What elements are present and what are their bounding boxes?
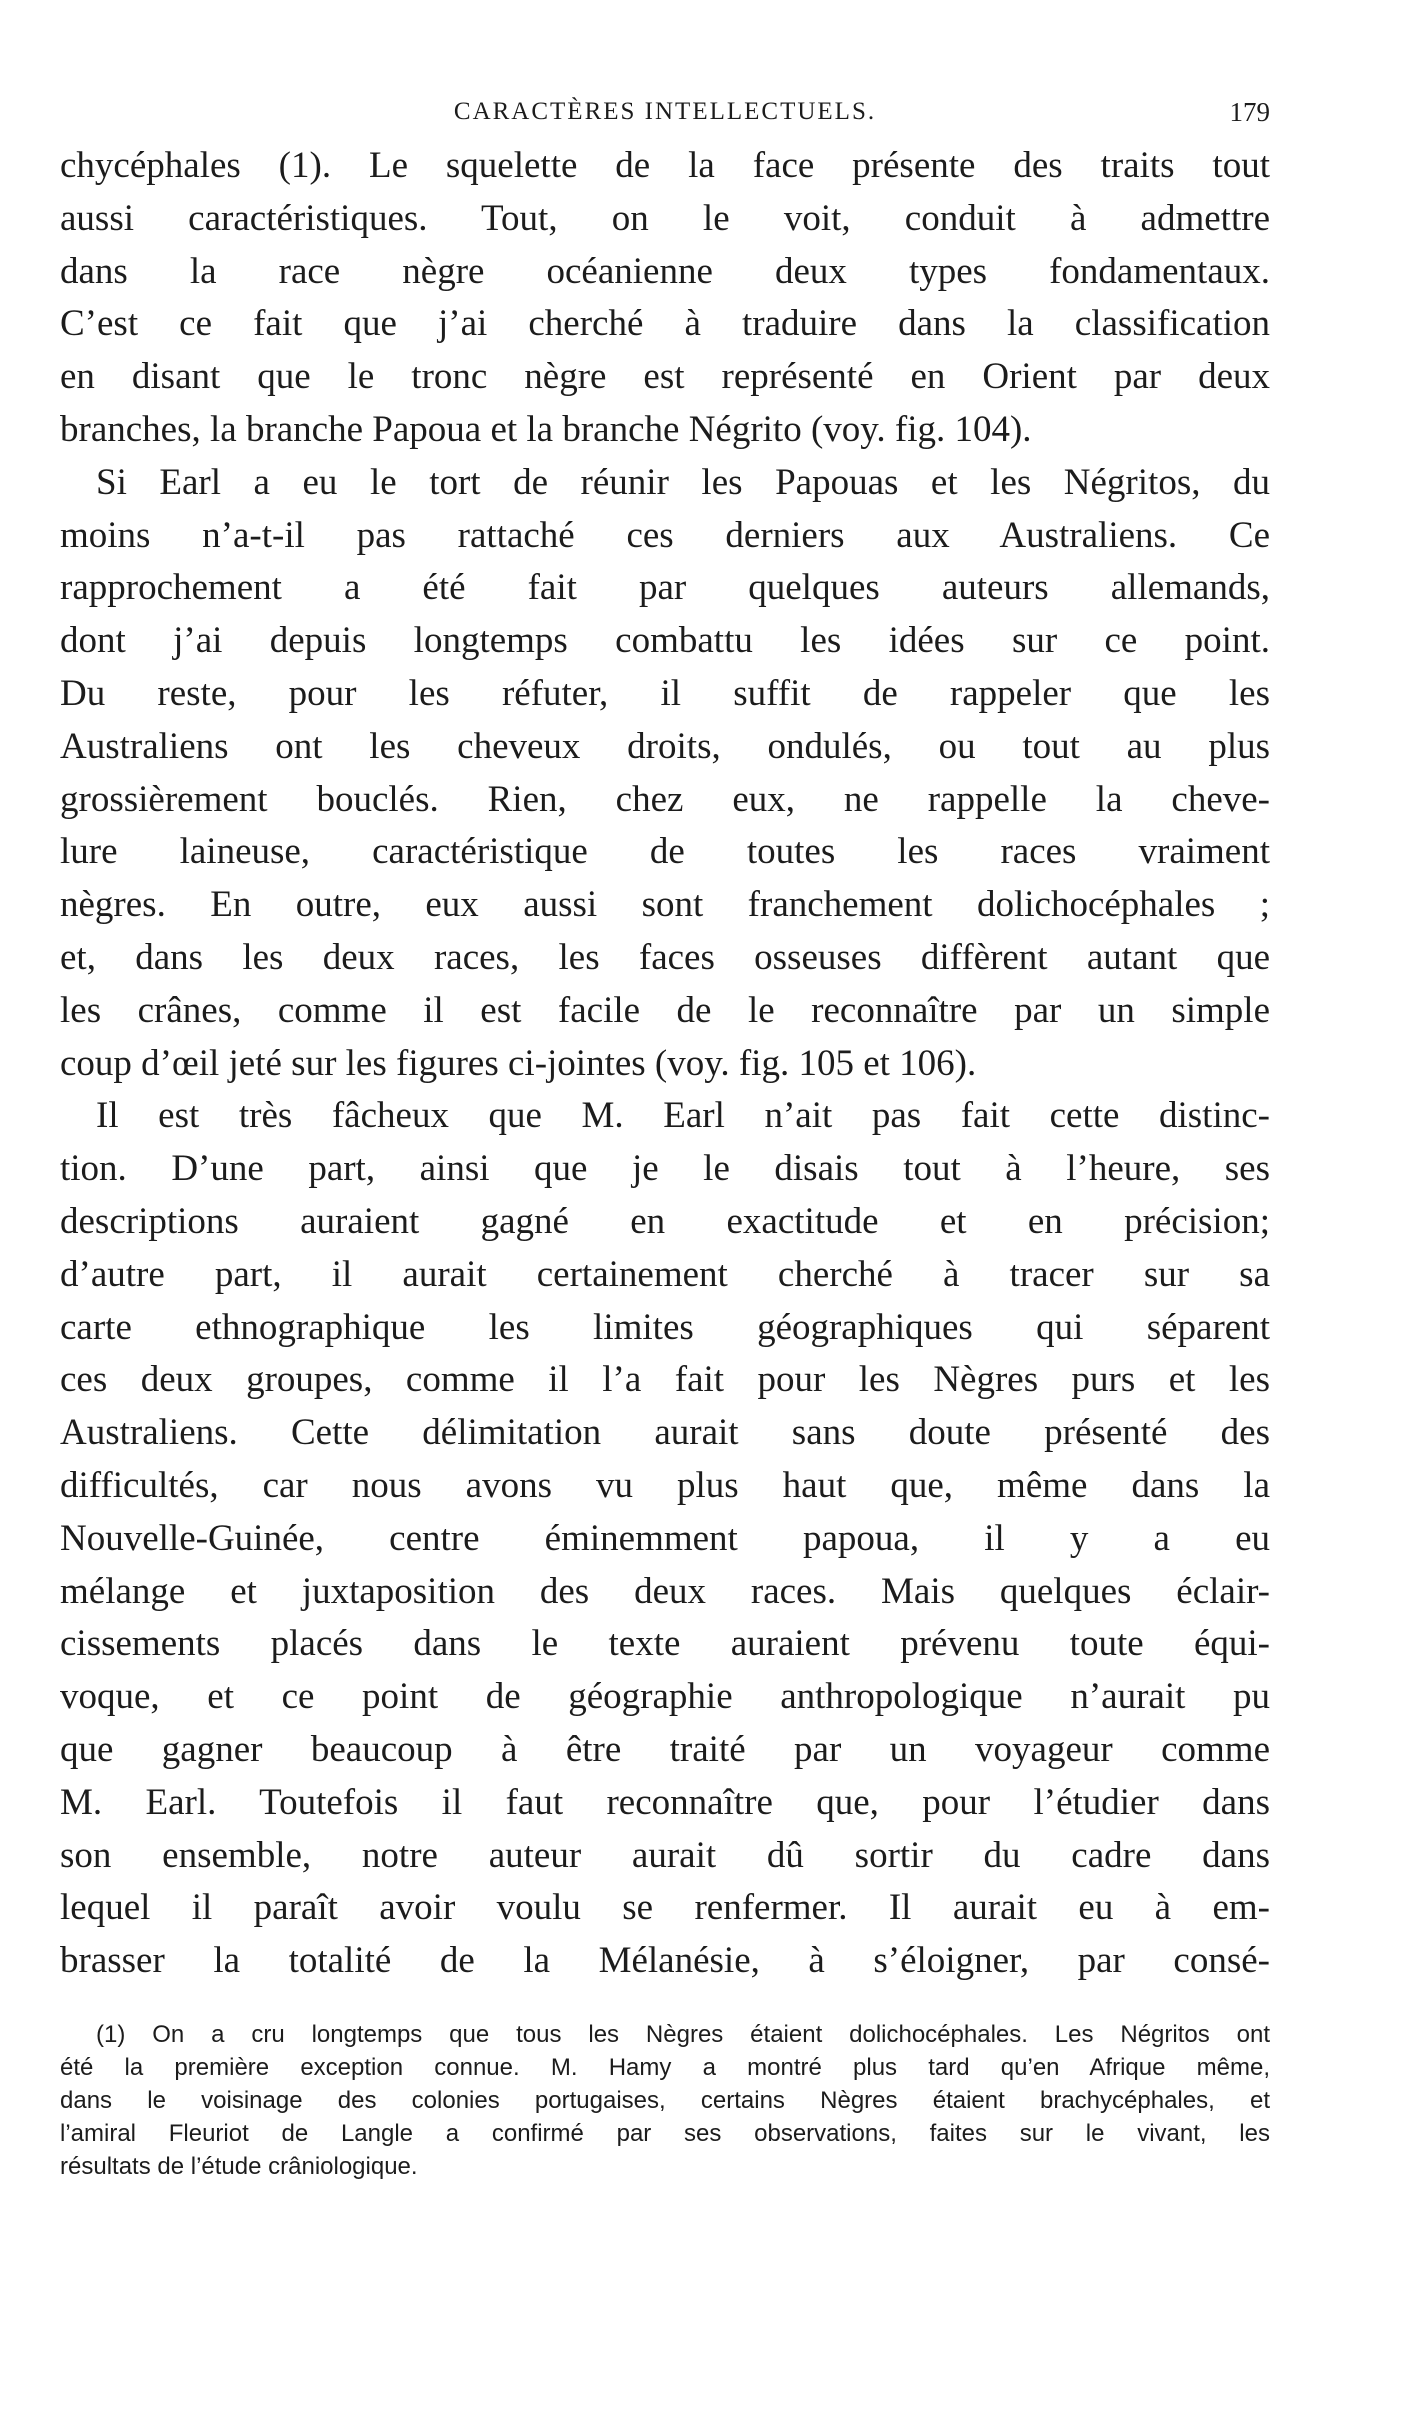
text-line: C’est ce fait que j’ai cherché à traduire dans la classification xyxy=(60,303,1270,345)
running-head xyxy=(60,92,1270,132)
text-line: Australiens ont les cheveux droits, ondulés, ou tout au plus xyxy=(60,725,1270,767)
text-line: lequel il paraît avoir voulu se renfermer. Il aurait eu à em- xyxy=(60,1887,1270,1929)
text-line: son ensemble, notre auteur aurait dû sortir du cadre dans xyxy=(60,1834,1270,1876)
footnote-line: dans le voisinage des colonies portugaises, certains Nègres étaient brachycéphales, et xyxy=(60,2087,1270,2114)
text-line: les crânes, comme il est facile de le reconnaître par un simple xyxy=(60,989,1270,1031)
text-line: lure laineuse, caractéristique de toutes les races vraiment xyxy=(60,831,1270,873)
text-line: descriptions auraient gagné en exactitude et en précision; xyxy=(60,1200,1270,1242)
text-line: coup d’œil jeté sur les figures ci-jointes (voy. fig. 105 et 106). xyxy=(60,1042,977,1084)
page-number: 179 xyxy=(1229,97,1270,127)
text-line: en disant que le tronc nègre est représenté en Orient par deux xyxy=(60,356,1270,398)
text-line: grossièrement bouclés. Rien, chez eux, ne rappelle la cheve- xyxy=(60,778,1270,820)
text-line: tion. D’une part, ainsi que je le disais tout à l’heure, ses xyxy=(60,1148,1270,1190)
text-line: Si Earl a eu le tort de réunir les Papouas et les Négritos, du xyxy=(96,461,1270,503)
text-line: Nouvelle-Guinée, centre éminemment papoua, il y a eu xyxy=(60,1517,1270,1559)
text-line: dont j’ai depuis longtemps combattu les idées sur ce point. xyxy=(60,620,1270,662)
text-line: branches, la branche Papoua et la branche Négrito (voy. fig. 104). xyxy=(60,408,1032,450)
text-line: dans la race nègre océanienne deux types fondamentaux. xyxy=(60,250,1270,292)
footnote-line: l’amiral Fleuriot de Langle a confirmé par ses observations, faites sur le vivant, les xyxy=(60,2120,1270,2147)
text-line: et, dans les deux races, les faces osseuses diffèrent autant que xyxy=(60,936,1270,978)
text-line: mélange et juxtaposition des deux races. Mais quelques éclair- xyxy=(60,1570,1270,1612)
text-line: moins n’a-t-il pas rattaché ces derniers aux Australiens. Ce xyxy=(60,514,1270,556)
footnote-line: été la première exception connue. M. Hamy a montré plus tard qu’en Afrique même, xyxy=(60,2054,1270,2081)
footnote xyxy=(60,2018,1270,2183)
text-line: chycéphales (1). Le squelette de la face présente des traits tout xyxy=(60,145,1270,186)
text-line: aussi caractéristiques. Tout, on le voit, conduit à admettre xyxy=(60,197,1270,239)
text-line: Du reste, pour les réfuter, il suffit de rappeler que les xyxy=(60,672,1270,714)
text-line: Australiens. Cette délimitation aurait sans doute présenté des xyxy=(60,1412,1270,1454)
text-line: d’autre part, il aurait certainement cherché à tracer sur sa xyxy=(60,1253,1270,1295)
body-text xyxy=(60,140,1270,1988)
running-title: CARACTÈRES INTELLECTUELS. xyxy=(453,98,877,125)
text-line: brasser la totalité de la Mélanésie, à s’éloigner, par consé- xyxy=(60,1940,1270,1982)
text-line: rapprochement a été fait par quelques auteurs allemands, xyxy=(60,567,1270,609)
text-line: cissements placés dans le texte auraient prévenu toute équi- xyxy=(60,1623,1270,1665)
footnote-line: (1) On a cru longtemps que tous les Nègres étaient dolichocéphales. Les Négritos ont xyxy=(96,2021,1270,2048)
text-line: difficultés, car nous avons vu plus haut que, même dans la xyxy=(60,1464,1270,1506)
text-line: ces deux groupes, comme il l’a fait pour les Nègres purs et les xyxy=(60,1359,1270,1401)
text-line: que gagner beaucoup à être traité par un voyageur comme xyxy=(60,1728,1270,1770)
text-line: M. Earl. Toutefois il faut reconnaître que, pour l’étudier dans xyxy=(60,1781,1270,1823)
text-line: nègres. En outre, eux aussi sont franchement dolichocéphales ; xyxy=(60,884,1270,926)
text-line: carte ethnographique les limites géographiques qui séparent xyxy=(60,1306,1270,1348)
text-line: Il est très fâcheux que M. Earl n’ait pas fait cette distinc- xyxy=(96,1095,1270,1137)
text-line: voque, et ce point de géographie anthropologique n’aurait pu xyxy=(60,1676,1270,1718)
footnote-line: résultats de l’étude crâniologique. xyxy=(60,2153,418,2180)
